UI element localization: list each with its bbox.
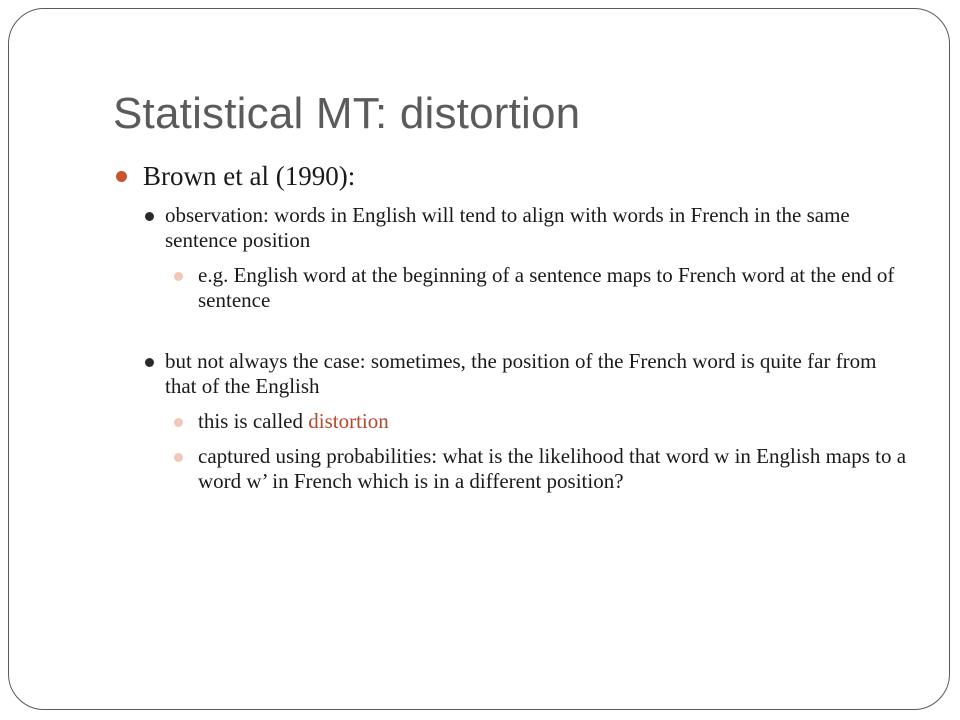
bullet-dot-level3 (174, 418, 183, 427)
slide-content (113, 159, 913, 504)
bullet-level2-observation (143, 203, 913, 253)
bullet-text: captured using probabilities: what is the likelihood that word w in English maps to a word w’ in French which is in a different position? (198, 444, 907, 493)
bullet-dot-level2 (145, 358, 154, 367)
bullet-spacer (113, 323, 913, 349)
bullet-dot-level1 (116, 171, 127, 182)
bullet-level3-probabilities (165, 444, 913, 494)
slide-frame (8, 8, 950, 710)
bullet-level1-brown (113, 159, 913, 193)
bullet-level2-not-always (143, 349, 913, 399)
bullet-level3-called-distortion (165, 409, 913, 434)
bullet-dot-level2 (145, 212, 154, 221)
bullet-dot-level3 (174, 272, 183, 281)
highlighted-term-distortion: distortion (308, 409, 389, 433)
bullet-text: but not always the case: sometimes, the position of the French word is quite far from that of the English (165, 349, 877, 398)
bullet-level3-example (165, 263, 913, 313)
bullet-text: Brown et al (1990): (143, 161, 356, 191)
slide-title: Statistical MT: distortion (113, 89, 581, 138)
bullet-text: e.g. English word at the beginning of a sentence maps to French word at the end of sentence (198, 263, 895, 312)
bullet-text: observation: words in English will tend to align with words in French in the same sentence position (165, 203, 850, 252)
bullet-dot-level3 (174, 453, 183, 462)
bullet-text-prefix: this is called (198, 409, 309, 433)
